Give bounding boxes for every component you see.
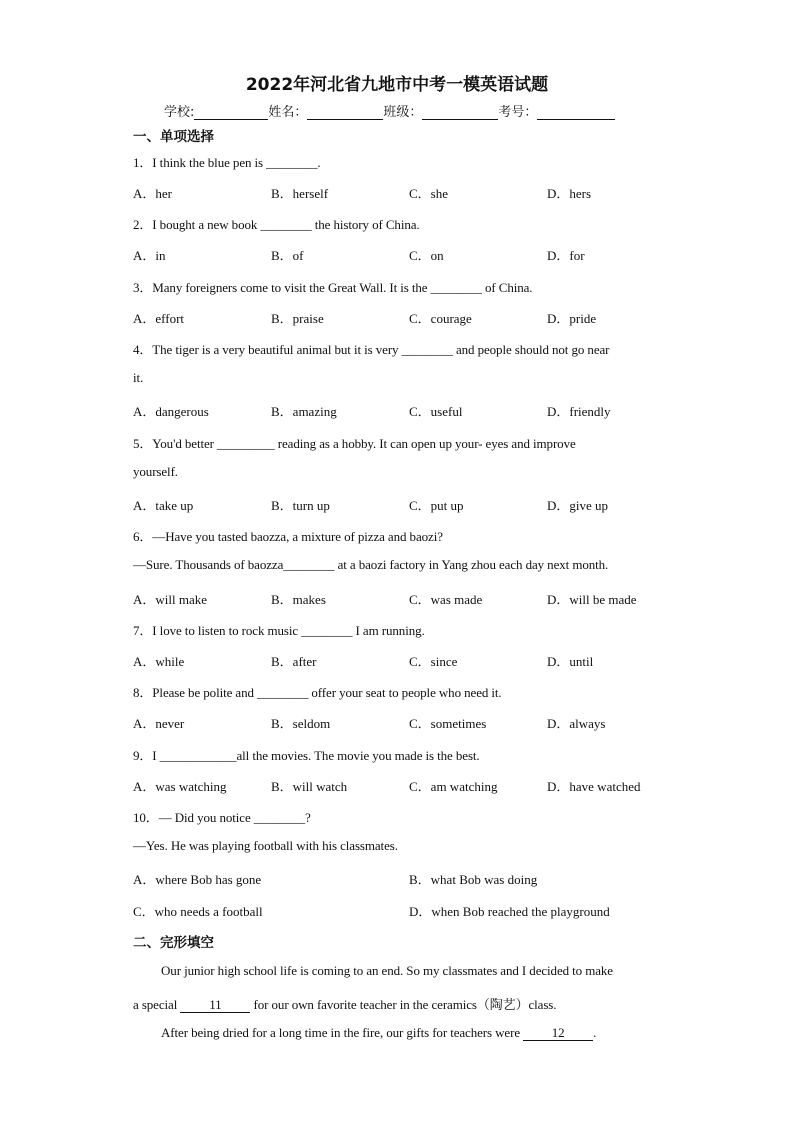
q8-option-b: B．seldom xyxy=(271,716,331,731)
school-field[interactable] xyxy=(194,105,268,120)
question-2-stem: 2．I bought a new book ________ the history of China. xyxy=(133,217,420,232)
number-field[interactable] xyxy=(537,105,615,120)
q3-option-d: D．pride xyxy=(547,311,597,326)
q7-option-d: D．until xyxy=(547,654,594,669)
q3-option-a: A．effort xyxy=(133,311,185,326)
q1-option-d: D．hers xyxy=(547,186,592,201)
question-5-stem-cont: yourself. xyxy=(133,464,178,479)
q9-option-a: A．was watching xyxy=(133,779,227,794)
question-8-stem: 8．Please be polite and ________ offer your seat to people who need it. xyxy=(133,685,502,700)
q9-option-b: B．will watch xyxy=(271,779,348,794)
q8-option-a: A．never xyxy=(133,716,185,731)
q1-option-c: C．she xyxy=(409,186,449,201)
q5-option-a: A．take up xyxy=(133,498,194,513)
name-field[interactable] xyxy=(307,105,383,120)
q6-option-b: B．makes xyxy=(271,592,326,607)
cloze-blank-12[interactable]: 12 xyxy=(523,1025,593,1041)
cloze-text: a special xyxy=(133,997,181,1012)
q6-option-a: A．will make xyxy=(133,592,208,607)
q6-option-d: D．will be made xyxy=(547,592,637,607)
cloze-text: . xyxy=(593,1025,597,1040)
q4-option-b: B．amazing xyxy=(271,404,337,419)
q7-option-a: A．while xyxy=(133,654,185,669)
q4-option-d: D．friendly xyxy=(547,404,611,419)
question-4-stem: 4．The tiger is a very beautiful animal but it is very ________ and people should not go near xyxy=(133,342,610,357)
class-field[interactable] xyxy=(422,105,498,120)
question-10-stem-cont: —Yes. He was playing football with his classmates. xyxy=(133,838,398,853)
q2-option-b: B．of xyxy=(271,248,304,263)
q10-option-b: B．what Bob was doing xyxy=(409,872,538,887)
cloze-paragraph-1-line-1: Our junior high school life is coming to an end. So my classmates and I decided to make xyxy=(161,963,613,978)
cloze-paragraph-2-line-1 xyxy=(161,1025,596,1041)
q1-option-a: A．her xyxy=(133,186,172,201)
q3-option-c: C．courage xyxy=(409,311,472,326)
cloze-text: for our own favorite teacher in the ceramics（陶艺）class. xyxy=(250,997,557,1012)
class-label: 班级： xyxy=(383,105,423,120)
question-6-stem-cont: —Sure. Thousands of baozza________ at a baozi factory in Yang zhou each day next month. xyxy=(133,557,609,572)
question-5-stem: 5．You'd better _________ reading as a hobby. It can open up your- eyes and improve xyxy=(133,436,576,451)
q9-option-d: D．have watched xyxy=(547,779,641,794)
cloze-blank-11[interactable]: 11 xyxy=(180,997,250,1013)
q2-option-a: A．in xyxy=(133,248,166,263)
section-heading-cloze: 二、完形填空 xyxy=(133,935,214,951)
q8-option-d: D．always xyxy=(547,716,606,731)
q9-option-c: C．am watching xyxy=(409,779,498,794)
section-heading-single-choice: 一、单项选择 xyxy=(133,129,214,145)
question-9-stem: 9．I ____________all the movies. The movie you made is the best. xyxy=(133,748,480,763)
question-10-stem: 10．— Did you notice ________? xyxy=(133,810,311,825)
q4-option-a: A．dangerous xyxy=(133,404,209,419)
q4-option-c: C．useful xyxy=(409,404,463,419)
question-1-stem: 1．I think the blue pen is ________. xyxy=(133,155,321,170)
q5-option-d: D．give up xyxy=(547,498,609,513)
question-7-stem: 7．I love to listen to rock music ________ I am running. xyxy=(133,623,425,638)
q10-option-d: D．when Bob reached the playground xyxy=(409,904,610,919)
q6-option-c: C．was made xyxy=(409,592,483,607)
q5-option-c: C．put up xyxy=(409,498,464,513)
school-label: 学校: xyxy=(164,105,195,120)
question-3-stem: 3．Many foreigners come to visit the Great Wall. It is the ________ of China. xyxy=(133,280,533,295)
q8-option-c: C．sometimes xyxy=(409,716,487,731)
q7-option-c: C．since xyxy=(409,654,458,669)
q1-option-b: B．herself xyxy=(271,186,329,201)
page-title: 2022年河北省九地市中考一模英语试题 xyxy=(245,75,549,95)
cloze-paragraph-1-line-2 xyxy=(133,994,556,1013)
q3-option-b: B．praise xyxy=(271,311,324,326)
student-info-row xyxy=(164,101,615,120)
q2-option-c: C．on xyxy=(409,248,444,263)
q7-option-b: B．after xyxy=(271,654,317,669)
q2-option-d: D．for xyxy=(547,248,585,263)
q10-option-c: C．who needs a football xyxy=(133,904,263,919)
name-label: 姓名： xyxy=(268,105,308,120)
question-4-stem-cont: it. xyxy=(133,370,144,385)
q5-option-b: B．turn up xyxy=(271,498,330,513)
question-6-stem: 6．—Have you tasted baozza, a mixture of pizza and baozi? xyxy=(133,529,443,544)
cloze-text: After being dried for a long time in the fire, our gifts for teachers were xyxy=(161,1025,524,1040)
q10-option-a: A．where Bob has gone xyxy=(133,872,262,887)
number-label: 考号： xyxy=(498,105,538,120)
